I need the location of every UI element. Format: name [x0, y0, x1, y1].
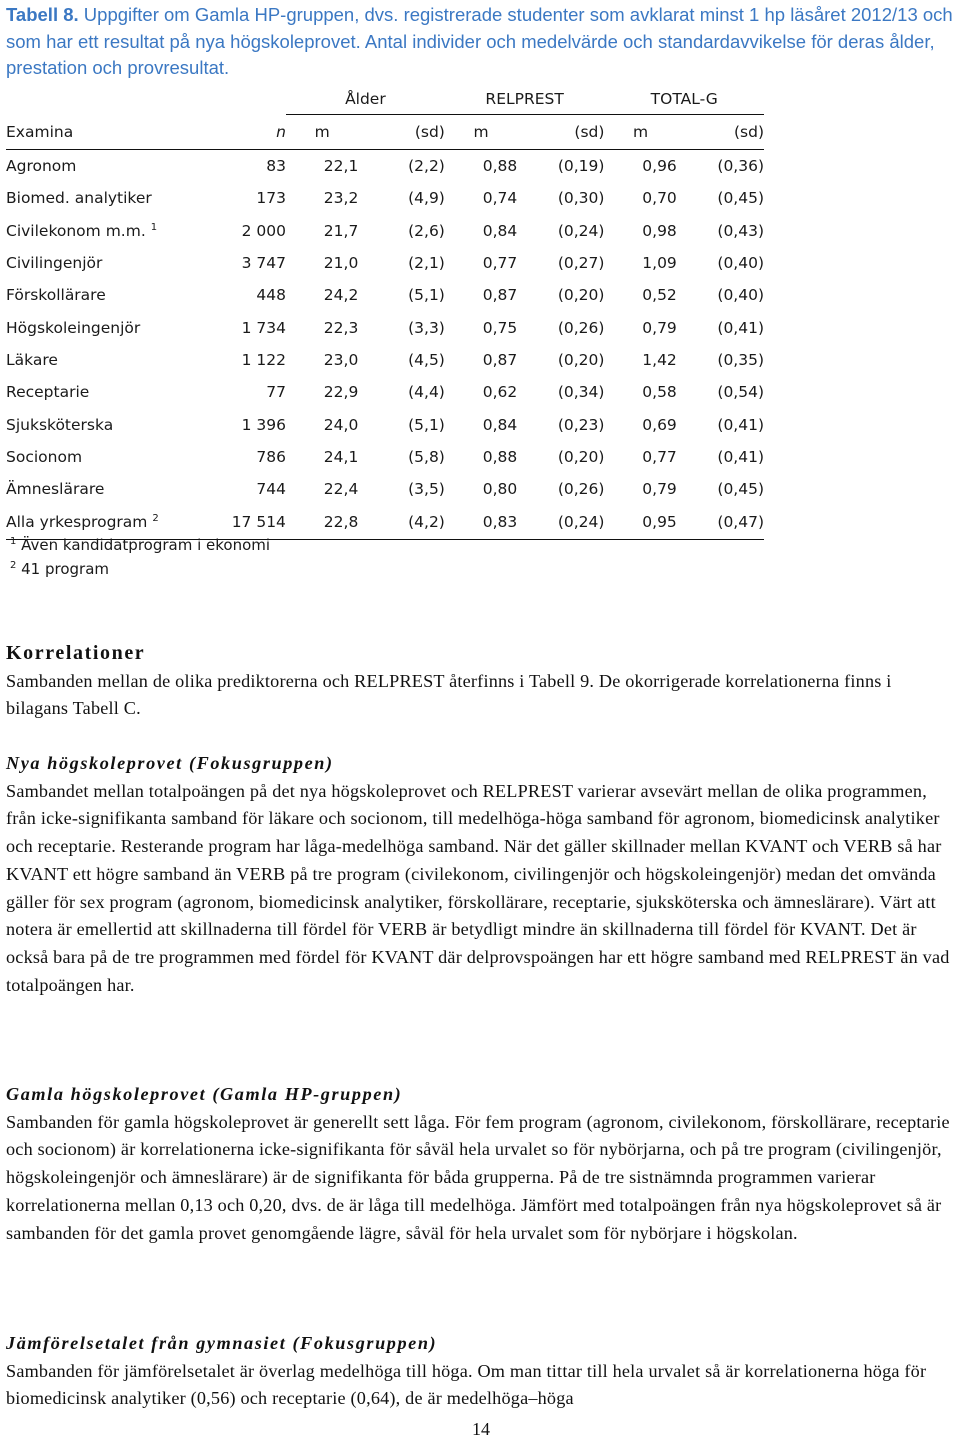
cell-age-sd-text: (2,6) — [408, 221, 445, 240]
section-paragraph: Sambanden mellan de olika prediktorerna och RELPREST återfinns i Tabell 9. De okorrigerade korrelationerna finns i bilagans Tabell C. — [6, 670, 892, 719]
cell-relprest-sd-text: (0,23) — [557, 415, 605, 434]
cell-n — [208, 215, 286, 247]
cell-total-sd — [677, 182, 764, 214]
col-header-m: m — [286, 115, 358, 150]
cell-total-m-text: 0,95 — [642, 513, 677, 532]
cell-total-m — [604, 150, 676, 183]
cell-total-sd — [677, 441, 764, 473]
footnote-text: Även kandidatprogram i ekonomi — [16, 536, 271, 554]
cell-relprest-sd — [517, 150, 604, 183]
cell-relprest-sd — [517, 311, 604, 343]
cell-examina-text: Agronom — [6, 157, 77, 176]
cell-examina — [6, 247, 208, 279]
cell-age-sd — [358, 182, 445, 214]
cell-age-m-text: 22,8 — [323, 513, 359, 532]
cell-age-sd — [358, 279, 445, 311]
cell-age-sd-text: (2,1) — [408, 254, 445, 273]
cell-age-m-text: 21,7 — [323, 221, 359, 240]
cell-total-sd-text: (0,45) — [717, 189, 764, 208]
cell-age-m-text: 24,2 — [323, 286, 359, 305]
cell-relprest-m-text: 0,83 — [482, 513, 518, 532]
section-heading: Jämförelsetalet från gymnasiet (Fokusgruppen) — [6, 1333, 438, 1353]
footnote-mark: 2 — [152, 513, 159, 525]
cell-relprest-m-text: 0,75 — [482, 318, 518, 337]
cell-relprest-sd-text: (0,30) — [557, 189, 605, 208]
cell-total-m-text: 0,77 — [642, 447, 677, 466]
cell-age-sd-text: (2,2) — [408, 157, 445, 176]
cell-examina-text: Läkare — [6, 350, 58, 369]
group-header-total-g: TOTAL-G — [604, 84, 764, 115]
cell-age-m — [286, 376, 358, 408]
cell-age-m-text: 21,0 — [323, 254, 359, 273]
col-header-sd: (sd) — [358, 115, 445, 150]
cell-total-sd-text: (0,41) — [717, 415, 764, 434]
cell-age-sd — [358, 441, 445, 473]
cell-relprest-sd — [517, 215, 604, 247]
cell-examina — [6, 344, 208, 376]
cell-relprest-m — [445, 215, 517, 247]
cell-relprest-m-text: 0,77 — [482, 254, 518, 273]
cell-age-m — [286, 215, 358, 247]
cell-relprest-sd — [517, 505, 604, 540]
cell-relprest-m — [445, 150, 517, 183]
cell-relprest-sd-text: (0,20) — [557, 286, 605, 305]
cell-relprest-sd-text: (0,34) — [557, 383, 605, 402]
cell-age-m — [286, 311, 358, 343]
cell-n — [208, 182, 286, 214]
cell-n-text: 1 734 — [241, 318, 286, 337]
cell-examina — [6, 505, 208, 540]
cell-n-text: 83 — [266, 157, 286, 176]
cell-age-m — [286, 279, 358, 311]
cell-total-sd-text: (0,45) — [717, 480, 764, 499]
cell-total-sd-text: (0,40) — [717, 286, 764, 305]
cell-total-m-text: 0,70 — [642, 189, 677, 208]
cell-total-m-text: 0,98 — [642, 221, 677, 240]
cell-n — [208, 344, 286, 376]
cell-age-m — [286, 408, 358, 440]
cell-relprest-m-text: 0,87 — [482, 286, 518, 305]
cell-total-sd — [677, 311, 764, 343]
cell-examina — [6, 376, 208, 408]
cell-total-sd — [677, 344, 764, 376]
cell-relprest-m-text: 0,62 — [482, 383, 518, 402]
cell-age-sd-text: (4,2) — [408, 513, 445, 532]
cell-examina — [6, 311, 208, 343]
cell-examina — [6, 408, 208, 440]
cell-relprest-sd — [517, 441, 604, 473]
cell-age-sd-text: (5,8) — [408, 447, 445, 466]
cell-examina-text: Receptarie — [6, 383, 90, 402]
cell-relprest-m-text: 0,74 — [482, 189, 518, 208]
cell-relprest-sd-text: (0,24) — [557, 513, 605, 532]
cell-relprest-sd — [517, 247, 604, 279]
group-header-relprest: RELPREST — [445, 84, 605, 115]
cell-n-text: 17 514 — [231, 513, 286, 532]
cell-age-m-text: 22,1 — [323, 157, 359, 176]
cell-age-m-text: 23,2 — [323, 189, 359, 208]
table-total-row — [6, 505, 764, 540]
cell-age-m-text: 22,4 — [323, 480, 359, 499]
cell-age-m-text: 22,3 — [323, 318, 359, 337]
cell-total-sd-text: (0,54) — [717, 383, 764, 402]
col-header-sd: (sd) — [517, 115, 604, 150]
cell-age-sd-text: (4,4) — [408, 383, 445, 402]
cell-age-m — [286, 344, 358, 376]
cell-age-m — [286, 441, 358, 473]
cell-n — [208, 408, 286, 440]
cell-examina — [6, 150, 208, 183]
cell-n-text: 1 122 — [241, 350, 286, 369]
cell-total-m-text: 0,96 — [642, 157, 677, 176]
cell-relprest-m — [445, 408, 517, 440]
col-header-m: m — [445, 115, 517, 150]
section-paragraph: Sambandet mellan totalpoängen på det nya högskoleprovet och RELPREST varierar avsevärt mellan de olika programmen, från icke-signifikanta samband för läkare och socionom, till medelhöga-höga samband för agronom, biomedicinsk analytiker och receptarie. Resterande program har låga-medelhöga samband. När det gäller skillnader mellan KVANT och VERB så har KVANT ett högre samband än VERB på tre program (civilekonom, civilingenjör och högskoleingenjör) medan det omvända gäller för sex program (agronom, biomedicinsk analytiker, förskollärare, receptarie, sjuksköterska och ämneslärare). Värt att notera är emellertid att skillnaderna till fördel för VERB är betydligt mindre än skillnaderna till fördel för KVANT. Det är också bara på de tre programmen med fördel för KVANT där delprovspoängen har ett högre samband med RELPREST än vad totalpoängen har. — [6, 780, 950, 995]
cell-age-m-text: 23,0 — [323, 350, 359, 369]
table-row — [6, 441, 764, 473]
cell-age-m — [286, 505, 358, 540]
cell-age-sd-text: (4,9) — [408, 189, 445, 208]
cell-examina-text: Socionom — [6, 447, 83, 466]
cell-relprest-sd-text: (0,26) — [557, 480, 605, 499]
cell-age-m — [286, 182, 358, 214]
col-header-m: m — [604, 115, 676, 150]
cell-relprest-m — [445, 473, 517, 505]
table-row — [6, 408, 764, 440]
cell-relprest-sd-text: (0,24) — [557, 221, 605, 240]
cell-age-sd — [358, 150, 445, 183]
cell-relprest-sd — [517, 473, 604, 505]
table-row — [6, 473, 764, 505]
cell-relprest-m — [445, 505, 517, 540]
cell-relprest-sd-text: (0,20) — [557, 350, 605, 369]
cell-n-text: 786 — [256, 447, 286, 466]
cell-age-sd — [358, 344, 445, 376]
cell-relprest-m — [445, 311, 517, 343]
cell-relprest-m-text: 0,84 — [482, 221, 518, 240]
section-paragraph: Sambanden för gamla högskoleprovet är generellt sett låga. För fem program (agronom, civilekonom, förskollärare, receptarie och socionom) är korrelationerna icke-signifikanta för såväl hela urvalet so för nybörjarna, och på tre program (civilingenjör, högskoleingenjör och ämneslärare) är de signifikanta för båda grupperna. På de tre sistnämnda programmen varierar korrelationerna mellan 0,13 och 0,20, dvs. de är låga till medelhöga. Jämfört med totalpoängen från nya högskoleprovet så är sambanden för det gamla provet genomgående lägre, såväl för hela urvalet som för nybörjare i högskolan. — [6, 1111, 950, 1243]
cell-n — [208, 376, 286, 408]
table-row — [6, 279, 764, 311]
cell-n-text: 744 — [256, 480, 286, 499]
cell-age-sd — [358, 215, 445, 247]
cell-n — [208, 441, 286, 473]
cell-age-sd — [358, 408, 445, 440]
cell-relprest-m — [445, 441, 517, 473]
cell-total-m — [604, 505, 676, 540]
cell-n-text: 2 000 — [241, 221, 286, 240]
cell-total-m — [604, 344, 676, 376]
cell-age-sd-text: (5,1) — [408, 415, 445, 434]
cell-n — [208, 505, 286, 540]
cell-age-sd-text: (5,1) — [408, 286, 445, 305]
cell-n-text: 77 — [266, 383, 286, 402]
cell-total-sd — [677, 150, 764, 183]
cell-total-m-text: 0,79 — [642, 480, 677, 499]
cell-total-sd — [677, 215, 764, 247]
cell-total-sd-text: (0,41) — [717, 318, 764, 337]
section-jamforelsetalet — [6, 1330, 954, 1413]
cell-relprest-sd-text: (0,20) — [557, 447, 605, 466]
cell-age-m — [286, 247, 358, 279]
section-korrelationer — [6, 640, 954, 723]
cell-total-sd — [677, 473, 764, 505]
cell-total-sd-text: (0,40) — [717, 254, 764, 273]
cell-total-m-text: 1,42 — [642, 350, 677, 369]
cell-age-m-text: 22,9 — [323, 383, 359, 402]
cell-total-m — [604, 376, 676, 408]
cell-total-m — [604, 182, 676, 214]
cell-age-sd-text: (3,5) — [408, 480, 445, 499]
cell-total-m-text: 0,58 — [642, 383, 677, 402]
cell-examina-text: Högskoleingenjör — [6, 318, 141, 337]
cell-examina — [6, 279, 208, 311]
cell-total-m — [604, 311, 676, 343]
cell-n — [208, 247, 286, 279]
results-table — [6, 84, 764, 540]
col-header-sd: (sd) — [677, 115, 764, 150]
cell-age-sd — [358, 505, 445, 540]
cell-age-sd — [358, 311, 445, 343]
footnote-2 — [10, 560, 109, 578]
cell-n-text: 448 — [256, 286, 286, 305]
footnote-text: 41 program — [16, 560, 110, 578]
cell-total-sd — [677, 247, 764, 279]
cell-relprest-m-text: 0,88 — [482, 157, 518, 176]
cell-examina-text: Biomed. analytiker — [6, 189, 152, 208]
cell-total-sd-text: (0,36) — [717, 157, 764, 176]
cell-n-text: 1 396 — [241, 415, 286, 434]
cell-total-m — [604, 473, 676, 505]
cell-relprest-m — [445, 376, 517, 408]
cell-age-sd — [358, 247, 445, 279]
table-row — [6, 247, 764, 279]
cell-age-sd — [358, 473, 445, 505]
table-row — [6, 376, 764, 408]
cell-relprest-sd — [517, 279, 604, 311]
cell-total-sd — [677, 376, 764, 408]
cell-total-m-text: 0,52 — [642, 286, 677, 305]
cell-relprest-m — [445, 182, 517, 214]
table-body — [6, 150, 764, 540]
cell-n — [208, 473, 286, 505]
cell-total-sd — [677, 408, 764, 440]
cell-n — [208, 150, 286, 183]
cell-age-sd — [358, 376, 445, 408]
cell-relprest-sd — [517, 376, 604, 408]
footnote-mark: 1 — [10, 536, 17, 547]
section-nya-hogskoleprovet — [6, 750, 954, 999]
cell-examina — [6, 215, 208, 247]
section-paragraph: Sambanden för jämförelsetalet är överlag medelhöga till höga. Om man tittar till hela urvalet så är korrelationerna höga för biomedicinsk analytiker (0,56) och receptarie (0,64), de är medelhöga–höga — [6, 1360, 927, 1409]
cell-age-m — [286, 473, 358, 505]
cell-age-m-text: 24,0 — [323, 415, 359, 434]
page-number: 14 — [472, 1419, 490, 1439]
cell-total-m — [604, 408, 676, 440]
cell-examina — [6, 182, 208, 214]
cell-relprest-sd-text: (0,27) — [557, 254, 605, 273]
cell-relprest-m-text: 0,84 — [482, 415, 518, 434]
cell-total-sd-text: (0,41) — [717, 447, 764, 466]
cell-relprest-m-text: 0,88 — [482, 447, 518, 466]
col-header-examina: Examina — [6, 115, 208, 150]
cell-n-text: 173 — [256, 189, 286, 208]
cell-relprest-sd — [517, 182, 604, 214]
table-group-header — [6, 84, 764, 115]
table-column-header — [6, 115, 764, 150]
table-row — [6, 182, 764, 214]
cell-total-m — [604, 247, 676, 279]
cell-n — [208, 311, 286, 343]
cell-examina — [6, 441, 208, 473]
cell-relprest-m — [445, 344, 517, 376]
group-header-age: Ålder — [286, 84, 445, 115]
cell-total-m-text: 1,09 — [642, 254, 677, 273]
cell-relprest-m-text: 0,87 — [482, 350, 518, 369]
cell-total-sd-text: (0,47) — [717, 513, 764, 532]
table-row — [6, 344, 764, 376]
cell-total-m — [604, 279, 676, 311]
cell-n-text: 3 747 — [241, 254, 286, 273]
cell-examina-text: Sjuksköterska — [6, 415, 114, 434]
cell-relprest-sd — [517, 408, 604, 440]
cell-examina — [6, 473, 208, 505]
cell-examina-text: Ämneslärare — [6, 480, 105, 499]
cell-relprest-sd — [517, 344, 604, 376]
cell-total-sd — [677, 279, 764, 311]
section-heading: Nya högskoleprovet (Fokusgruppen) — [6, 753, 334, 773]
cell-relprest-m — [445, 247, 517, 279]
section-heading: Korrelationer — [6, 642, 146, 664]
cell-total-sd-text: (0,43) — [717, 221, 764, 240]
table-row — [6, 215, 764, 247]
cell-n — [208, 279, 286, 311]
cell-total-m — [604, 215, 676, 247]
table-row — [6, 311, 764, 343]
cell-total-m — [604, 441, 676, 473]
cell-age-m — [286, 150, 358, 183]
cell-relprest-m-text: 0,80 — [482, 480, 518, 499]
caption-text: Uppgifter om Gamla HP-gruppen, dvs. registrerade studenter som avklarat minst 1 hp läsåret 2012/13 och som har ett resultat på nya högskoleprovet. Antal individer och medelvärde och standardavvikelse för deras ålder, prestation och provresultat. — [6, 4, 953, 78]
section-heading: Gamla högskoleprovet (Gamla HP-gruppen) — [6, 1084, 403, 1104]
cell-age-m-text: 24,1 — [323, 447, 359, 466]
footnote-1 — [10, 536, 270, 554]
footnote-mark: 1 — [150, 221, 158, 233]
cell-examina-text: Förskollärare — [6, 286, 106, 305]
cell-total-m-text: 0,69 — [642, 415, 677, 434]
cell-examina-text: Civilingenjör — [6, 254, 103, 273]
cell-relprest-sd-text: (0,26) — [557, 318, 605, 337]
footnote-mark: 2 — [10, 560, 17, 571]
cell-age-sd-text: (4,5) — [408, 350, 445, 369]
table-caption — [6, 2, 956, 82]
cell-relprest-sd-text: (0,19) — [557, 157, 605, 176]
caption-label: Tabell 8. — [6, 4, 79, 25]
cell-age-sd-text: (3,3) — [408, 318, 445, 337]
table-row — [6, 150, 764, 183]
cell-examina-text: Alla yrkesprogram — [6, 513, 148, 532]
cell-relprest-m — [445, 279, 517, 311]
cell-total-sd-text: (0,35) — [717, 350, 764, 369]
section-gamla-hogskoleprovet — [6, 1081, 954, 1247]
cell-total-sd — [677, 505, 764, 540]
col-header-n: n — [208, 115, 286, 150]
cell-total-m-text: 0,79 — [642, 318, 677, 337]
cell-examina-text: Civilekonom m.m. — [6, 221, 146, 240]
